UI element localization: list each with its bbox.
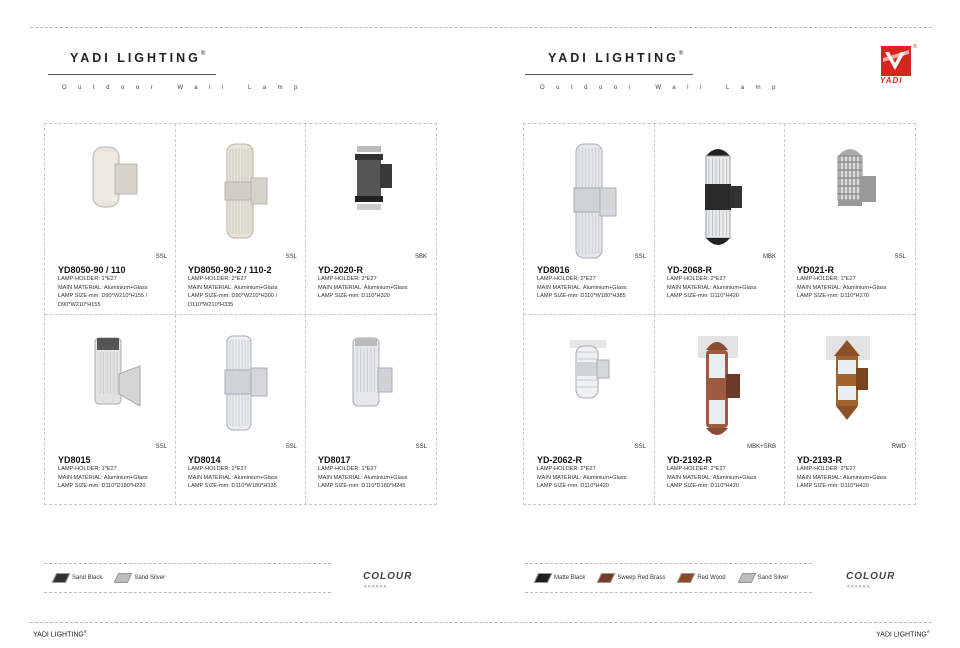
product-image (85, 142, 145, 222)
spec-line: MAIN MATERIAL: Aluminium+Glass (318, 284, 408, 291)
model-number: YD8014 (188, 455, 221, 465)
product-card (524, 314, 654, 504)
product-card (654, 124, 784, 314)
spec-line: MAIN MATERIAL: Aluminium+Glass (797, 474, 887, 481)
page-subtitle-left: Outdoor Wall Lamp (62, 85, 309, 91)
product-card (524, 124, 654, 314)
product-grid-left (44, 123, 437, 505)
spec-line: LAMP SIZE-mm: D110*H320 (318, 293, 390, 299)
spec-line: MAIN MATERIAL: Aluminium+Glass (667, 474, 757, 481)
swatch-label: Sweep Red Brass (617, 575, 666, 581)
finish-code: SSL (894, 254, 906, 260)
finish-code: MBK (762, 254, 776, 260)
finish-code: SSL (415, 444, 427, 450)
product-card (175, 124, 305, 314)
model-number: YD8050-90 / 110 (58, 265, 126, 275)
spec-line: LAMP-HOLDER: 2*E27 (537, 276, 596, 282)
colour-arrows-left: <<<<<< (364, 584, 388, 590)
swatch-chip (534, 573, 553, 583)
colour-swatch (54, 573, 102, 583)
model-number: YD021-R (797, 265, 835, 275)
logo-text: YADI (880, 76, 903, 85)
spec-line: LAMP-HOLDER: 1*E27 (58, 466, 117, 472)
spec-line: LAMP-HOLDER: 2*E27 (537, 466, 596, 472)
product-card (654, 314, 784, 504)
model-number: YD-2068-R (667, 265, 713, 275)
swatch-chip (114, 573, 133, 583)
spec-line: LAMP-HOLDER: 2*E27 (797, 466, 856, 472)
spec-line: LAMP SIZE-mm: D90*W210*H155 / (58, 293, 148, 299)
product-card (175, 314, 305, 504)
spec-line: LAMP SIZE-mm: D110*D180*H245 (318, 483, 406, 489)
spec-line: LAMP SIZE-mm: D110*W180*H335 (188, 483, 277, 489)
colour-rule-right-bottom (525, 592, 812, 593)
top-rule (30, 27, 932, 28)
product-grid-right (523, 123, 916, 505)
brand-underline-right (525, 74, 693, 75)
spec-line: LAMP-HOLDER: 2*E27 (667, 466, 726, 472)
product-card (45, 124, 175, 314)
swatch-label: Red Wood (697, 575, 726, 581)
colour-swatch (679, 573, 725, 583)
finish-code: SSL (634, 444, 646, 450)
product-card (305, 124, 435, 314)
model-number: YD-2062-R (537, 455, 583, 465)
product-image (215, 334, 275, 439)
finish-code: SSL (285, 444, 297, 450)
model-number: YD8015 (58, 455, 91, 465)
model-number: YD-2193-R (797, 455, 843, 465)
spec-line: D110*W210*H335 (188, 301, 234, 308)
spec-line: LAMP-HOLDER: 2*E27 (188, 466, 247, 472)
spec-line: LAMP-HOLDER: 2*E27 (318, 276, 377, 282)
spec-line: MAIN MATERIAL: Aluminium+Glass (188, 474, 278, 481)
colour-rule-left-top (44, 563, 331, 564)
finish-code: RWD (891, 444, 906, 450)
spec-line: MAIN MATERIAL: Aluminium+Glass (318, 474, 408, 481)
spec-line: MAIN MATERIAL: Aluminium+Glass (797, 284, 887, 291)
brand-title-left: YADI LIGHTING® (70, 51, 206, 65)
spec-line: MAIN MATERIAL: Aluminium+Glass (667, 284, 757, 291)
finish-code: SSL (155, 444, 167, 450)
swatch-chip (737, 573, 756, 583)
model-number: YD8016 (537, 265, 570, 275)
spec-line: MAIN MATERIAL: Aluminium+Glass (58, 474, 148, 481)
finish-code: SSL (285, 254, 297, 260)
model-number: YD-2192-R (667, 455, 713, 465)
yadi-logo (879, 44, 917, 88)
product-card (45, 314, 175, 504)
model-number: YD8017 (318, 455, 351, 465)
swatch-label: Matte Black (554, 575, 586, 581)
spec-line: LAMP-HOLDER: 2*E27 (188, 276, 247, 282)
colour-rule-left-bottom (44, 592, 331, 593)
spec-line: MAIN MATERIAL: Aluminium+Glass (537, 284, 627, 291)
spec-line: MAIN MATERIAL: Aluminium+Glass (58, 284, 148, 291)
product-image (564, 142, 624, 267)
colour-swatch (116, 573, 165, 583)
finish-code: MBK+SRB (747, 444, 776, 450)
spec-line: LAMP-HOLDER: 1*E27 (318, 466, 377, 472)
colour-swatches-right (536, 573, 802, 583)
swatch-chip (677, 573, 696, 583)
spec-line: MAIN MATERIAL: Aluminium+Glass (537, 474, 627, 481)
spec-line: LAMP-HOLDER: 1*E27 (797, 276, 856, 282)
product-image (824, 142, 884, 227)
brand-title-right: YADI LIGHTING® (548, 51, 684, 65)
colour-swatch (536, 573, 585, 583)
swatch-chip (52, 573, 71, 583)
finish-code: SSL (634, 254, 646, 260)
footer-brand-left: YADI LIGHTING® (33, 629, 87, 639)
spec-line: MAIN MATERIAL: Aluminium+Glass (188, 284, 278, 291)
swatch-label: Sand Silver (757, 575, 789, 581)
product-image (694, 142, 754, 257)
colour-rule-right-top (525, 563, 812, 564)
spec-line: LAMP-HOLDER: 2*E27 (667, 276, 726, 282)
swatch-label: Sand Silver (134, 575, 166, 581)
spec-line: LAMP SIZE-mm: D110*D180*H220 (58, 483, 146, 489)
spec-line: LAMP-HOLDER: 1*E27 (58, 276, 117, 282)
model-number: YD8050-90-2 / 110-2 (188, 265, 272, 275)
spec-line: D90*W210*H155 (58, 301, 101, 308)
finish-code: SSL (155, 254, 167, 260)
brand-underline-left (48, 74, 216, 75)
spec-line: LAMP SIZE-mm: D110*W180*H385 (537, 293, 626, 299)
product-card (305, 314, 435, 504)
page-subtitle-right: Outdoor Wall Lamp (540, 85, 787, 91)
product-image (345, 142, 405, 227)
colour-swatches-left (54, 573, 179, 583)
product-image (824, 334, 884, 429)
swatch-label: Sand Black (72, 575, 103, 581)
spec-line: LAMP SIZE-mm: D110*H420 (537, 483, 609, 489)
footer-brand-right: YADI LIGHTING® (876, 629, 930, 639)
product-image (85, 334, 155, 419)
bottom-rule (30, 622, 932, 623)
product-image (564, 334, 624, 419)
colour-heading-right: COLOUR (846, 571, 896, 582)
finish-code: SBK (414, 254, 427, 260)
swatch-chip (597, 573, 616, 583)
colour-arrows-right: <<<<<< (847, 584, 871, 590)
colour-swatch (599, 573, 665, 583)
logo-reg: ® (913, 44, 917, 50)
colour-swatch (740, 573, 789, 583)
colour-heading-left: COLOUR (363, 571, 413, 582)
spec-line: LAMP SIZE-mm: D110*H420 (667, 293, 739, 299)
product-card (784, 124, 914, 314)
product-image (694, 334, 754, 449)
spec-line: LAMP SIZE-mm: D110*H270 (797, 293, 869, 299)
product-image (345, 334, 405, 419)
product-image (215, 142, 275, 247)
spec-line: LAMP SIZE-mm: D90*W210*H300 / (188, 293, 278, 299)
model-number: YD-2020-R (318, 265, 364, 275)
product-card (784, 314, 914, 504)
spec-line: LAMP SIZE-mm: D110*H420 (667, 483, 739, 489)
spec-line: LAMP SIZE-mm: D110*H420 (797, 483, 869, 489)
